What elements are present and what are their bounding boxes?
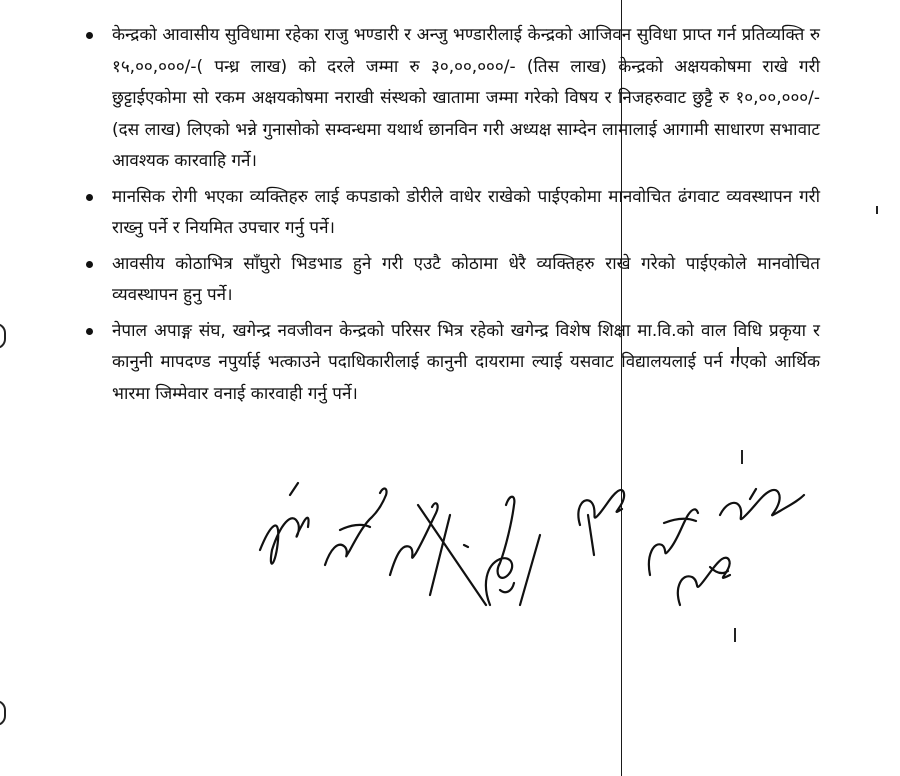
recommendation-text: आवसीय कोठाभित्र साँघुरो भिडभाड हुने गरी एउटै कोठामा धेरै व्यक्तिहरु राखे गरेको पाईएकोले मानवोचित व्यवस्थापन हुनु पर्ने। — [112, 253, 820, 305]
recommendation-item — [80, 249, 820, 312]
bullet-icon — [86, 194, 93, 201]
signature-3 — [390, 503, 486, 605]
recommendation-text: मानसिक रोगी भएका व्यक्तिहरु लाई कपडाको डोरीले वाधेर राखेको पाईएकोमा मानवोचित ढंगवाट व्यवस्थापन गरी राख्नु पर्ने र नियमित उपचार गर्नु पर्ने। — [112, 186, 820, 238]
punch-hole-mark — [0, 700, 6, 726]
punch-hole-mark — [0, 323, 6, 349]
recommendation-text: नेपाल अपाङ्ग संघ, खगेन्द्र नवजीवन केन्द्रको परिसर भित्र रहेको खगेन्द्र विशेष शिक्षा मा.वि.को वाल विधि प्रकृया र कानुनी मापदण्ड नपुर्याई भत्काउने पदाधिकारीलाई कानुनी दायरामा ल्याई यसवाट विद्यालयलाई पर्न गएको आर्थिक भारमा जिम्मेवार वनाई कारवाही गर्नु पर्ने। — [112, 320, 820, 404]
recommendation-item — [80, 182, 820, 245]
scan-artifact-mark — [876, 206, 878, 214]
recommendation-list — [80, 20, 820, 414]
scan-artifact-mark — [734, 628, 736, 642]
recommendation-text: केन्द्रको आवासीय सुविधामा रहेका राजु भण्डारी र अन्जु भण्डारीलाई केन्द्रको आजिवन सुविधा प्राप्त गर्न प्रतिव्यक्ति रु १५,००,०००/-( पन्ध्र लाख) को दरले जम्मा रु ३०,००,०००/- (तिस लाख) केन्द्रको अक्षयकोषमा राखे गरी छुट्टाईएकोमा सो रकम अक्षयकोषमा नराखी संस्थको खातामा जम्मा गरेको विषय र निजहरुवाट छुट्टै रु १०,००,०००/- (दस लाख) लिएको भन्ने गुनासोको सम्वन्धमा यथार्थ छानविन गरी अध्यक्ष साम्देन लामालाई आगामी साधारण सभावाट आवश्यक कारवाहि गर्ने। — [112, 25, 820, 171]
signature-5 — [578, 490, 624, 555]
recommendation-item — [80, 20, 820, 178]
signature-1 — [260, 483, 309, 564]
signature-6 — [649, 509, 698, 575]
bullet-icon — [86, 261, 93, 268]
signature-2 — [325, 489, 387, 565]
recommendation-item — [80, 316, 820, 411]
signature-4 — [486, 497, 540, 605]
signature-7 — [720, 489, 804, 519]
bullet-icon — [86, 32, 93, 39]
signature-8 — [678, 558, 730, 605]
bullet-icon — [86, 328, 93, 335]
signatures-area — [250, 455, 820, 630]
